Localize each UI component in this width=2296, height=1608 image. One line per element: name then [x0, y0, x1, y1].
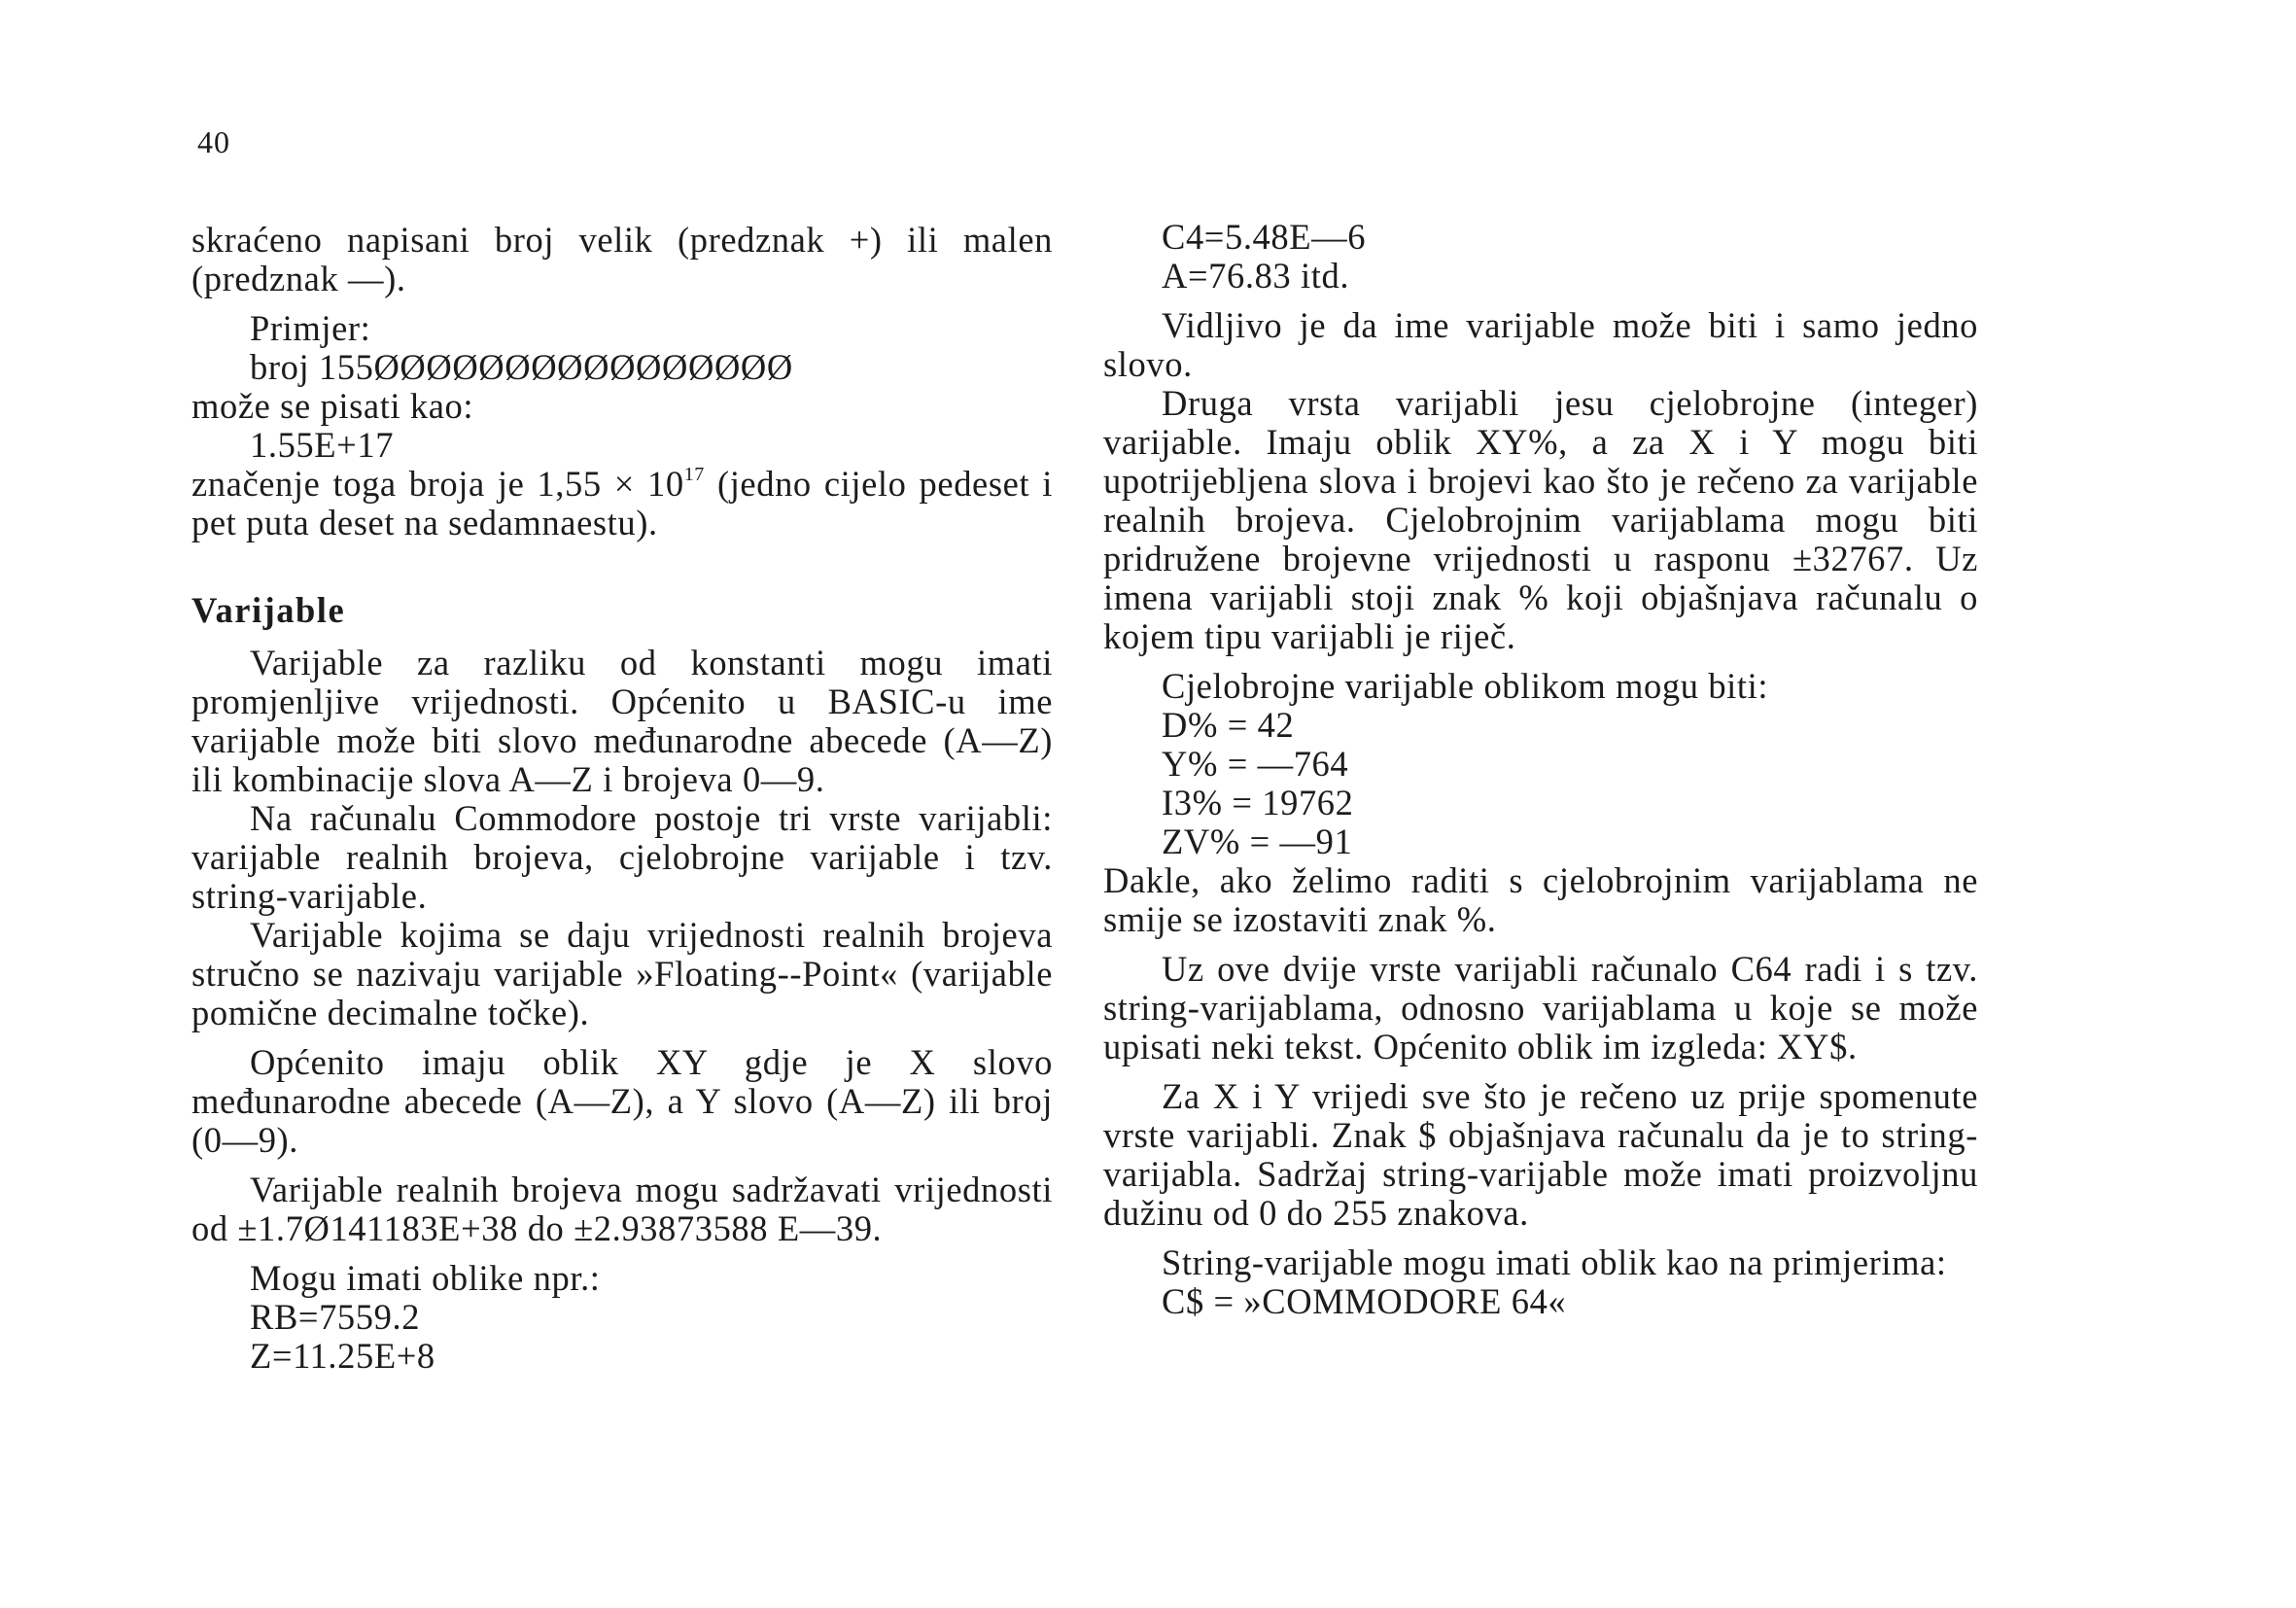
example-y: Y% = —764	[1162, 744, 1349, 784]
example-i3: I3% = 19762	[1162, 783, 1354, 822]
example-string: C$ = »COMMODORE 64«	[1162, 1281, 1567, 1321]
range-paragraph: Varijable realnih brojeva mogu sadržavati vrijednosti od ±1.7Ø141183E+38 do ±2.93873588 E—39.	[191, 1170, 1053, 1248]
meaning-text-b: (jedno cijelo pedeset i pet puta deset na sedamnaestu).	[191, 464, 1053, 542]
section-heading: Varijable	[191, 590, 346, 630]
example-c4: C4=5.48E—6	[1162, 217, 1367, 257]
left-column	[191, 221, 1053, 1376]
example-number: broj 155ØØØØØØØØØØØØØØØØ	[250, 347, 793, 387]
floating-point-paragraph: Varijable kojima se daju vrijednosti realnih brojeva stručno se nazivaju varijable »Floating--Point« (varijable pomične decimalne točke).	[191, 915, 1053, 1032]
integer-paragraph: Druga vrsta varijabli jesu cjelobrojne (integer) varijable. Imaju oblik XY%, a za X i Y mogu biti upotrijebljena slova i brojevi kao što je rečeno za varijable realnih brojeva. Cjelobrojnim varijablama mogu biti pridružene brojevne vrijednosti u rasponu ±32767. Uz imena varijabli stoji znak % koji objašnjava računalu o kojem tipu varijabli je riječ.	[1103, 383, 1978, 656]
integer-forms-paragraph: Cjelobrojne varijable oblikom mogu biti:	[1162, 666, 1769, 706]
string-forms-paragraph: String-varijable mogu imati oblik kao na primjerima:	[1162, 1242, 1947, 1282]
example-label: Primjer:	[250, 308, 371, 348]
variables-intro-paragraph: Varijable za razliku od konstanti mogu imati promjenljive vrijednosti. Općenito u BASIC-u ime varijable može biti slovo međunarodne abecede (A—Z) ili kombinacije slova A—Z i brojeva 0—9.	[191, 643, 1053, 799]
example-text: može se pisati kao:	[191, 386, 474, 426]
example-exponent: 1.55E+17	[250, 425, 395, 465]
right-column	[1103, 218, 1978, 1321]
example-a: A=76.83 itd.	[1162, 256, 1350, 296]
string-intro-paragraph: Uz ove dvije vrste varijabli računalo C64 radi i s tzv. string-varijablama, odnosno varijablama u koje se može upisati neki tekst. Općenito oblik im izgleda: XY$.	[1103, 949, 1978, 1066]
forms-paragraph: Mogu imati oblike npr.:	[250, 1258, 601, 1298]
meaning-text-a: značenje toga broja je 1,55 × 10	[191, 464, 684, 504]
single-letter-paragraph: Vidljivo je da ime varijable može biti i samo jedno slovo.	[1103, 305, 1978, 384]
example-z: Z=11.25E+8	[250, 1336, 435, 1376]
example-d: D% = 42	[1162, 705, 1295, 745]
example-zv: ZV% = —91	[1162, 821, 1353, 861]
page-number: 40	[197, 124, 230, 159]
string-rules-paragraph: Za X i Y vrijedi sve što je rečeno uz prije spomenute vrste varijabli. Znak $ objašnjava računalu da je to string-varijabla. Sadržaj string-varijable može imati proizvoljnu dužinu od 0 do 255 znakova.	[1103, 1076, 1978, 1233]
percent-sign-paragraph: Dakle, ako želimo raditi s cjelobrojnim varijablama ne smije se izostaviti znak %.	[1103, 860, 1978, 939]
meaning-exponent: 17	[683, 464, 705, 485]
variable-types-paragraph: Na računalu Commodore postoje tri vrste varijabli: varijable realnih brojeva, cjelobrojne varijable i tzv. string-varijable.	[191, 798, 1053, 916]
xy-form-paragraph: Općenito imaju oblik XY gdje je X slovo međunarodne abecede (A—Z), a Y slovo (A—Z) ili broj (0—9).	[191, 1042, 1053, 1160]
meaning-paragraph	[191, 465, 1053, 542]
paragraph-continuation: skraćeno napisani broj velik (predznak +) ili malen (predznak —).	[191, 220, 1053, 298]
example-rb: RB=7559.2	[250, 1297, 421, 1337]
